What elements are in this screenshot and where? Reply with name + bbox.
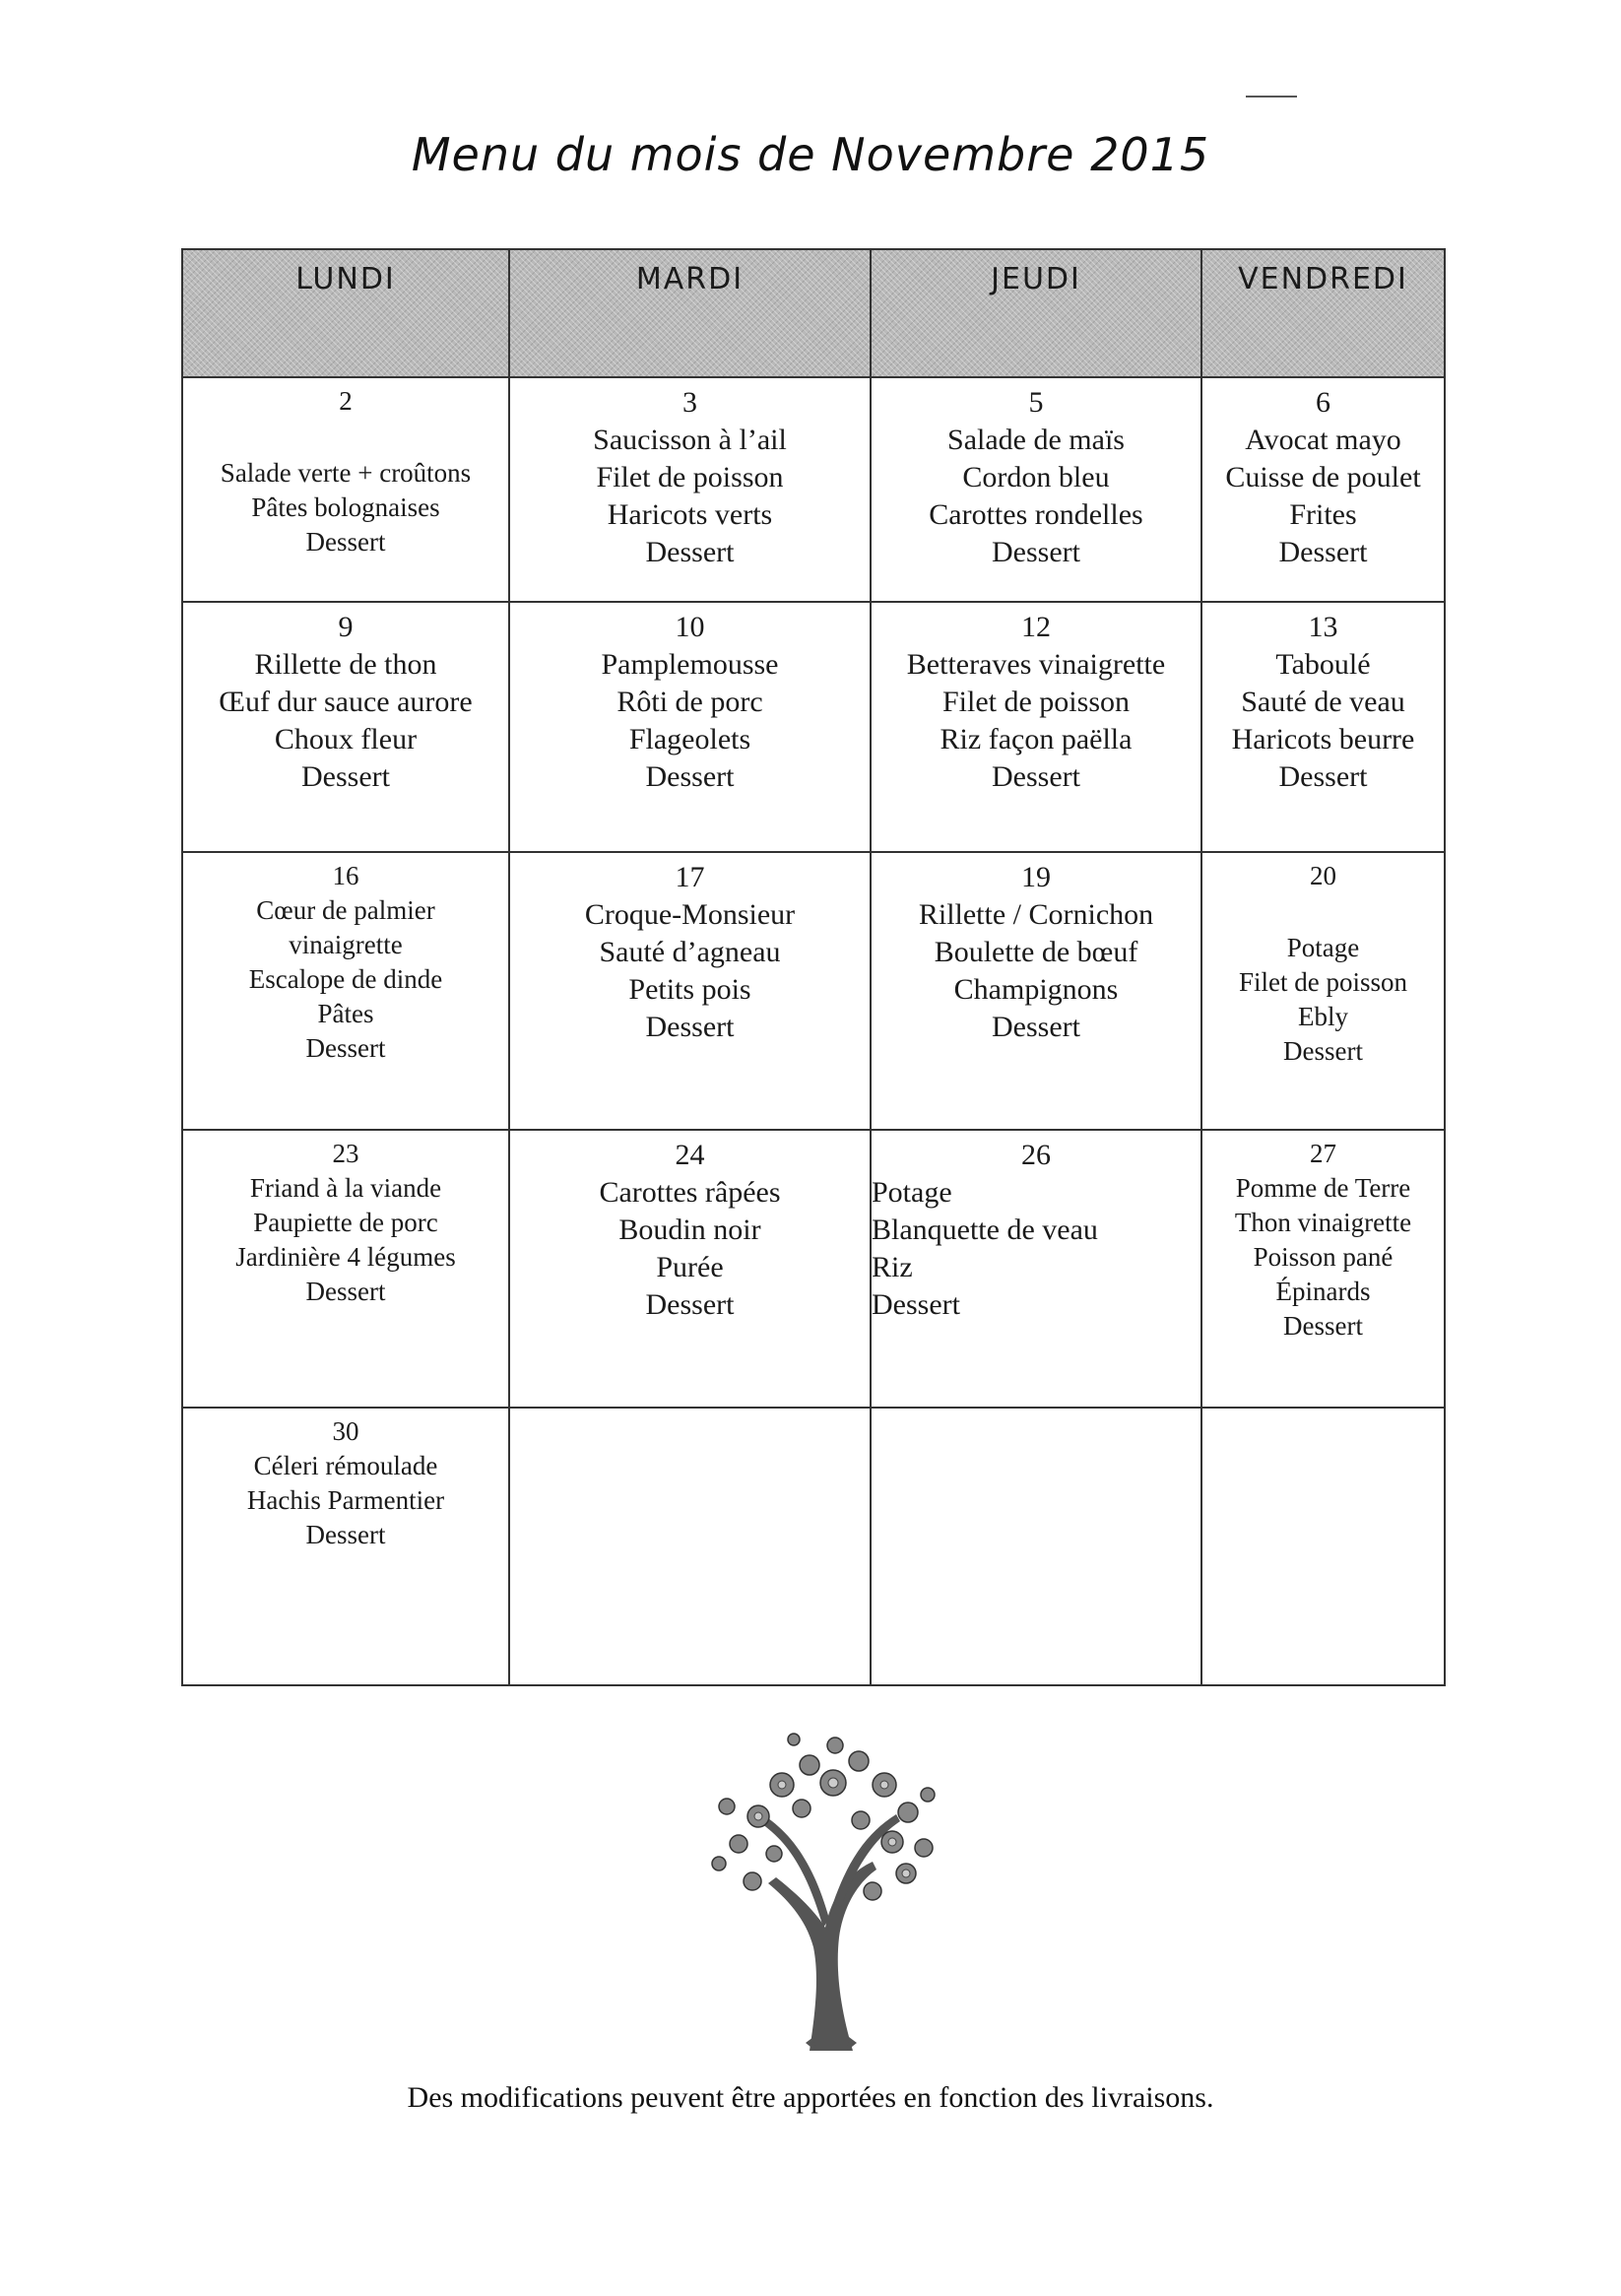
menu-item: Rôti de porc <box>616 686 763 718</box>
menu-item: Champignons <box>953 973 1119 1006</box>
header-lundi: LUNDI <box>182 249 509 377</box>
day-number: 27 <box>1310 1139 1336 1168</box>
day-cell <box>871 377 1201 602</box>
menu-table <box>181 248 1446 1686</box>
menu-item: Filet de poisson <box>1238 967 1407 997</box>
menu-item: vinaigrette <box>289 930 403 959</box>
day-number: 20 <box>1310 861 1336 890</box>
menu-item: Frites <box>1289 498 1357 531</box>
page-title: Menu du mois de Novembre 2015 <box>411 128 1210 181</box>
menu-item: Dessert <box>1278 536 1368 568</box>
menu-item: Riz <box>872 1251 913 1283</box>
menu-item: Ebly <box>1298 1002 1348 1031</box>
day-cell <box>1201 602 1445 852</box>
menu-item: Jardinière 4 légumes <box>235 1242 456 1272</box>
day-number: 6 <box>1316 386 1330 419</box>
week-row <box>182 377 1445 602</box>
day-cell <box>871 1130 1201 1408</box>
footer-note: Des modifications peuvent être apportées en fonction des livraisons. <box>407 2081 1214 2114</box>
menu-item: Flageolets <box>628 723 751 755</box>
menu-item: Potage <box>872 1176 952 1209</box>
day-cell <box>509 602 871 852</box>
menu-item: Dessert <box>645 536 735 568</box>
empty-cell <box>509 1408 871 1685</box>
week-row <box>182 602 1445 852</box>
menu-item: Choux fleur <box>274 723 418 755</box>
menu-item: Dessert <box>301 760 390 793</box>
day-number: 2 <box>339 386 353 416</box>
day-number: 5 <box>1028 386 1044 419</box>
header-mardi: MARDI <box>509 249 871 377</box>
menu-item: Thon vinaigrette <box>1234 1208 1412 1237</box>
menu-item: Avocat mayo <box>1245 424 1401 456</box>
menu-item: Betteraves vinaigrette <box>906 648 1166 681</box>
menu-item: Dessert <box>1283 1311 1363 1341</box>
day-cell <box>1201 377 1445 602</box>
header-row <box>182 249 1445 377</box>
day-cell <box>182 1130 509 1408</box>
menu-item: Rillette / Cornichon <box>918 898 1154 931</box>
day-cell <box>509 852 871 1130</box>
menu-item: Poisson pané <box>1253 1242 1394 1272</box>
day-cell <box>182 1408 509 1685</box>
week-row <box>182 852 1445 1130</box>
day-cell <box>1201 1130 1445 1408</box>
week-row <box>182 1130 1445 1408</box>
menu-item: Salade verte + croûtons <box>220 458 472 488</box>
menu-item: Dessert <box>992 760 1080 793</box>
day-number: 26 <box>1021 1139 1051 1171</box>
day-cell <box>871 602 1201 852</box>
menu-item: Dessert <box>645 1011 735 1043</box>
menu-item: Dessert <box>1278 760 1368 793</box>
menu-item: Paupiette de porc <box>253 1208 438 1237</box>
week-row <box>182 1408 1445 1685</box>
header-jeudi: JEUDI <box>871 249 1201 377</box>
menu-item: Salade de maïs <box>947 424 1125 456</box>
menu-item: Pamplemousse <box>601 648 779 681</box>
menu-item: Potage <box>1286 933 1360 962</box>
menu-item: Dessert <box>872 1288 960 1321</box>
menu-item: Dessert <box>645 1288 735 1321</box>
day-cell <box>182 602 509 852</box>
day-number: 3 <box>682 386 697 419</box>
menu-item: Dessert <box>1283 1036 1363 1066</box>
menu-item: Cœur de palmier <box>256 895 435 925</box>
menu-item: Dessert <box>305 1277 386 1306</box>
menu-item: Taboulé <box>1275 648 1371 681</box>
menu-item: Dessert <box>305 527 386 557</box>
day-cell <box>182 377 509 602</box>
menu-item: Blanquette de veau <box>872 1214 1098 1246</box>
day-cell <box>871 852 1201 1130</box>
top-dash-mark <box>1246 96 1297 98</box>
day-cell <box>182 852 509 1130</box>
empty-cell <box>871 1408 1201 1685</box>
day-number: 19 <box>1021 861 1051 893</box>
menu-item: Purée <box>656 1251 724 1283</box>
menu-item: Céleri rémoulade <box>253 1451 438 1480</box>
menu-item: Filet de poisson <box>596 461 784 493</box>
menu-item: Cordon bleu <box>962 461 1110 493</box>
menu-item: Pâtes <box>317 999 374 1028</box>
menu-item: Cuisse de poulet <box>1225 461 1421 493</box>
menu-item: Haricots verts <box>607 498 773 531</box>
day-cell <box>509 1130 871 1408</box>
header-vendredi: VENDREDI <box>1201 249 1445 377</box>
menu-item: Dessert <box>305 1033 386 1063</box>
menu-item: Friand à la viande <box>249 1173 442 1203</box>
tree-icon <box>699 1726 955 2051</box>
day-number: 23 <box>332 1139 359 1168</box>
menu-item: Hachis Parmentier <box>246 1485 445 1515</box>
menu-item: Boulette de bœuf <box>934 936 1138 968</box>
menu-item: Pomme de Terre <box>1235 1173 1411 1203</box>
menu-item: Sauté de veau <box>1241 686 1405 718</box>
day-number: 16 <box>332 861 359 890</box>
menu-item: Riz façon paëlla <box>940 723 1133 755</box>
menu-item: Boudin noir <box>618 1214 761 1246</box>
day-cell <box>509 377 871 602</box>
menu-item: Sauté d’agneau <box>599 936 781 968</box>
empty-cell <box>1201 1408 1445 1685</box>
menu-item: Filet de poisson <box>941 686 1130 718</box>
menu-item: Dessert <box>305 1520 386 1549</box>
day-cell <box>1201 852 1445 1130</box>
menu-item: Croque-Monsieur <box>584 898 796 931</box>
menu-item: Dessert <box>992 1011 1080 1043</box>
menu-item: Dessert <box>645 760 735 793</box>
day-number: 12 <box>1021 611 1051 643</box>
menu-item: Petits pois <box>628 973 751 1006</box>
menu-item: Escalope de dinde <box>248 964 443 994</box>
menu-item: Œuf dur sauce aurore <box>219 686 473 718</box>
day-number: 13 <box>1308 611 1338 643</box>
day-number: 17 <box>675 861 705 893</box>
day-number: 10 <box>675 611 705 643</box>
day-number: 24 <box>675 1139 705 1171</box>
menu-item: Carottes râpées <box>599 1176 781 1209</box>
day-number: 30 <box>332 1416 359 1446</box>
menu-item: Rillette de thon <box>254 648 437 681</box>
menu-item: Dessert <box>992 536 1080 568</box>
menu-item: Épinards <box>1275 1277 1371 1306</box>
menu-item: Haricots beurre <box>1231 723 1415 755</box>
menu-item: Pâtes bolognaises <box>251 492 440 522</box>
menu-item: Saucisson à l’ail <box>593 424 787 456</box>
day-number: 9 <box>338 611 354 643</box>
menu-item: Carottes rondelles <box>929 498 1143 531</box>
